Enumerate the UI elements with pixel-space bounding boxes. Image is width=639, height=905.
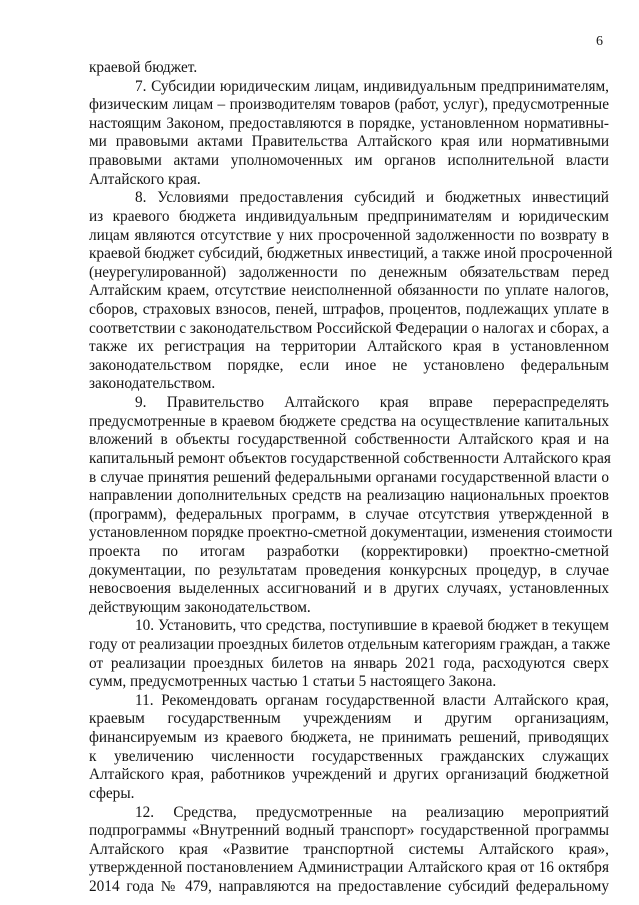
text-line: капитальный ремонт объектов государственной собственности Алтайского края bbox=[89, 449, 611, 467]
text-line: из краевого бюджета индивидуальным предпринимателям и юридическим bbox=[89, 207, 609, 225]
paragraph-start-line: 9. Правительство Алтайского края вправе перераспределять bbox=[135, 394, 609, 412]
paragraph-start-line: 12. Средства, предусмотренные на реализацию мероприятий bbox=[135, 803, 609, 821]
text-line: краевой бюджет субсидий, бюджетных инвестиций, а также иной просроченной bbox=[89, 245, 613, 263]
text-line: правовыми актами уполномоченных им органов исполнительной власти bbox=[89, 152, 609, 170]
text-line: краевой бюджет. bbox=[89, 59, 198, 76]
paragraph-start-line: 8. Условиями предоставления субсидий и бюджетных инвестиций bbox=[135, 189, 609, 207]
text-line: Алтайского края «Развитие транспортной системы Алтайского края», bbox=[89, 840, 609, 858]
text-line: законодательством. bbox=[89, 375, 216, 393]
text-line: Алтайского края, работников учреждений и других организаций бюджетной bbox=[89, 766, 609, 784]
text-line: сумм, предусмотренных частью 1 статьи 5 настоящего Закона. bbox=[89, 673, 497, 691]
paragraph-start-line: 11. Рекомендовать органам государственной власти Алтайского края, bbox=[135, 691, 609, 709]
text-line: к увеличению численности государственных гражданских служащих bbox=[89, 747, 609, 765]
text-line: году от реализации проездных билетов отдельным категориям граждан, а также bbox=[89, 636, 611, 654]
text-line: Алтайским краем, отсутствие неисполненной обязанности по уплате налогов, bbox=[89, 282, 609, 300]
text-line: утвержденной постановлением Администрации Алтайского края от 16 октября bbox=[89, 859, 609, 877]
text-line: законодательством порядке, если иное не установлено федеральным bbox=[89, 356, 609, 374]
text-line: ми правовыми актами Правительства Алтайского края или нормативными bbox=[89, 133, 609, 151]
text-line: финансируемым из краевого бюджета, не принимать решений, приводящих bbox=[89, 729, 609, 747]
text-line: Алтайского края. bbox=[89, 170, 201, 188]
text-line: физическим лицам – производителям товаров (работ, услуг), предусмотренные bbox=[89, 96, 609, 114]
text-line: подпрограммы «Внутренний водный транспорт» государственной программы bbox=[89, 822, 609, 840]
text-line: сферы. bbox=[89, 784, 135, 802]
text-line: проекта по итогам разработки (корректировки) проектно-сметной bbox=[89, 542, 609, 560]
text-line: настоящим Законом, предоставляются в порядке, установленном нормативны- bbox=[89, 114, 609, 132]
paragraph-start-line: 10. Установить, что средства, поступившие в краевой бюджет в текущем bbox=[135, 617, 609, 635]
page-number: 6 bbox=[596, 34, 603, 49]
text-line: 2014 года № 479, направляются на предоставление субсидий федеральному bbox=[89, 878, 609, 895]
text-line: краевым государственным учреждениям и другим организациям, bbox=[89, 710, 609, 728]
text-line: (неурегулированной) задолженности по денежным обязательствам перед bbox=[89, 263, 609, 281]
text-line: лицам являются отсутствие у них просроченной задолженности по возврату в bbox=[89, 226, 609, 244]
text-line: от реализации проездных билетов на январь 2021 года, расходуются сверх bbox=[89, 654, 609, 672]
text-line: соответствии с законодательством Российской Федерации о налогах и сборах, а bbox=[89, 319, 609, 337]
text-line: документации, по результатам проведения конкурсных процедур, в случае bbox=[89, 561, 609, 579]
text-line: сборов, страховых взносов, пеней, штрафов, процентов, подлежащих уплате в bbox=[89, 300, 609, 318]
text-line: предусмотренные в краевом бюджете средства на осуществление капитальных bbox=[89, 412, 609, 430]
text-line: невосвоения выделенных ассигнований и в других случаях, установленных bbox=[89, 580, 609, 598]
paragraph-start-line: 7. Субсидии юридическим лицам, индивидуальным предпринимателям, bbox=[135, 77, 609, 95]
text-line: направлении дополнительных средств на реализацию национальных проектов bbox=[89, 487, 609, 505]
text-line: вложений в объекты государственной собственности Алтайского края и на bbox=[89, 431, 609, 449]
text-line: установленном порядке проектно-сметной документации, изменения стоимости bbox=[89, 524, 613, 542]
text-line: также их регистрация на территории Алтайского края в установленном bbox=[89, 338, 609, 356]
text-line: в случае принятия решений федеральными органами государственной власти о bbox=[89, 468, 609, 486]
text-line: действующим законодательством. bbox=[89, 598, 311, 616]
text-line: (программ), федеральных программ, в случае отсутствия утвержденной в bbox=[89, 505, 609, 523]
